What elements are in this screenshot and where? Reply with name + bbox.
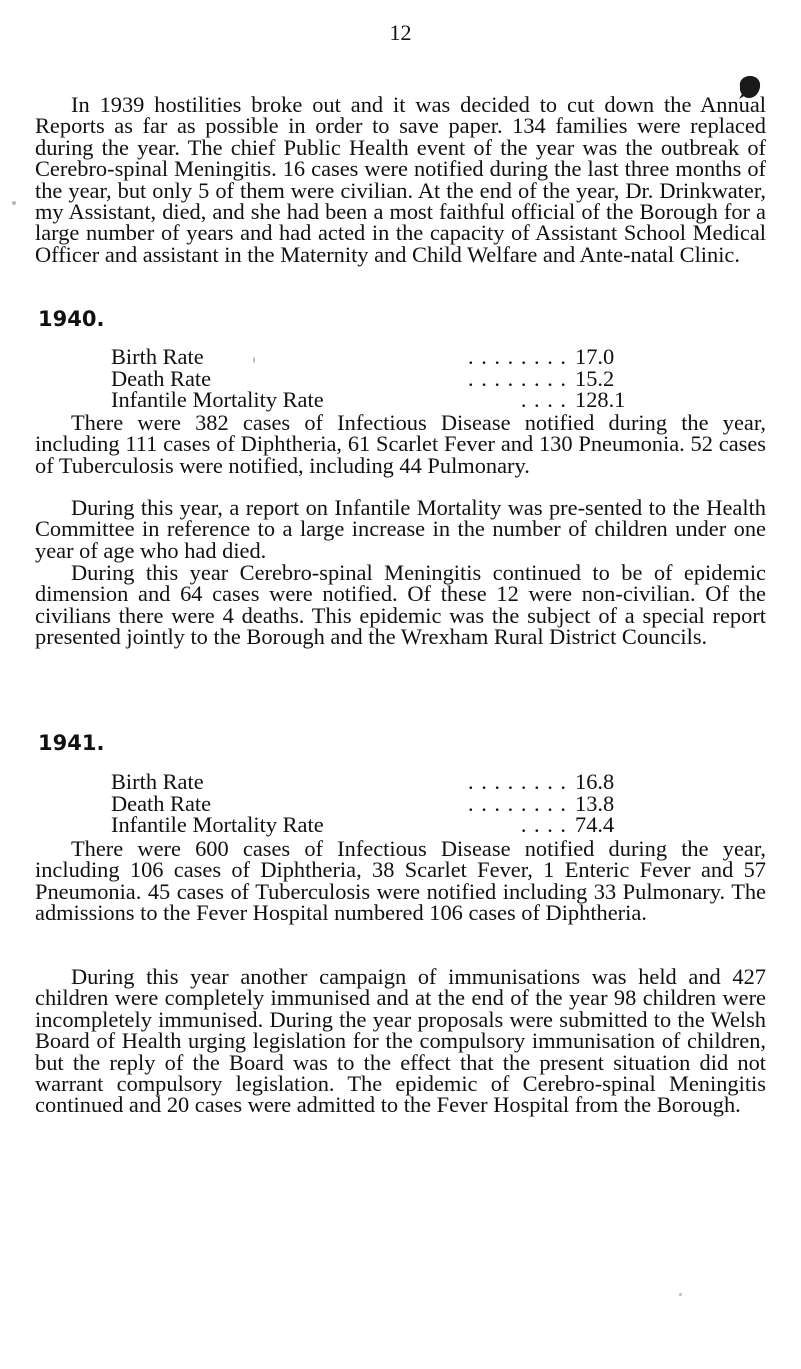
stat-label: Infantile Mortality Rate	[111, 812, 324, 838]
paragraph-1941-infectious-disease: There were 600 cases of Infectious Disease notified during the year, including 106 cases of Diphtheria, 38 Scarlet Fever, 1 Enteric Fever and 57 Pneumonia. 45 cases of Tuberculosis were notified including 33 Pulmonary. The admissions to the Fever Hospital numbered 106 cases of Diphtheria.	[35, 836, 766, 926]
leader-dots: . . . . . . . .	[468, 769, 567, 794]
paragraph-1941-immunisation: During this year another campaign of immunisations was held and 427 children were completely immunised and at the end of the year 98 children were incompletely immunised. During the year proposals were submitted to the Welsh Board of Health urging legislation for the compulsory immunisation of children, but the reply of the Board was to the effect that the present situation did not warrant compulsory legislation. The epidemic of Cerebro-spinal Meningitis continued and 20 cases were admitted to the Fever Hospital from the Borough.	[35, 964, 766, 1118]
stat-label: Death Rate	[111, 790, 212, 816]
stat-label: Birth Rate	[111, 769, 204, 794]
stats-table-1941	[111, 771, 651, 836]
stat-row-birth-rate	[111, 771, 651, 793]
paragraph-1940-infantile-mortality: During this year, a report on Infantile Mortality was pre-sented to the Health Committee in reference to a large increase in the number of children under one year of age who had died.	[35, 495, 766, 563]
stat-label: Infantile Mortality Rate	[111, 387, 324, 413]
year-heading-1940: 1940.	[38, 307, 105, 331]
stat-row-death-rate	[111, 790, 651, 816]
stat-value: 17.0	[575, 344, 615, 369]
scan-speck	[679, 1293, 682, 1296]
stat-label: Birth Rate	[111, 344, 204, 369]
stat-value: 74.4	[575, 812, 615, 838]
leader-dots: . . . .	[520, 387, 567, 413]
stat-row-infantile-mortality	[111, 389, 651, 411]
stat-value: 13.8	[575, 790, 615, 816]
stats-table-1940	[111, 346, 651, 411]
stat-label: Death Rate	[111, 365, 212, 391]
scan-speck	[253, 357, 255, 363]
paragraph-1940-meningitis: During this year Cerebro-spinal Meningitis continued to be of epidemic dimension and 64 cases were notified. Of these 12 were non-civilian. Of the civilians there were 4 deaths. This epidemic was the subject of a special report presented jointly to the Borough and the Wrexham Rural District Councils.	[35, 560, 766, 650]
stat-row-birth-rate	[111, 346, 651, 368]
leader-dots: . . . . . . . .	[468, 344, 567, 369]
leader-dots: . . . . . . . .	[468, 790, 567, 816]
page-number: 12	[389, 20, 412, 45]
year-heading-1941: 1941.	[38, 731, 105, 755]
stat-value: 16.8	[575, 769, 615, 794]
intro-paragraph: In 1939 hostilities broke out and it was decided to cut down the Annual Reports as far as possible in order to save paper. 134 families were replaced during the year. The chief Public Health event of the year was the outbreak of Cerebro-spinal Meningitis. 16 cases were notified during the last three months of the year, but only 5 of them were civilian. At the end of the year, Dr. Drinkwater, my Assistant, died, and she had been a most faithful official of the Borough for a large number of years and had acted in the capacity of Assistant School Medical Officer and assistant in the Maternity and Child Welfare and Ante-natal Clinic.	[35, 92, 766, 267]
leader-dots: . . . . . . . .	[468, 365, 567, 391]
scan-speck	[12, 201, 16, 205]
paragraph-1940-infectious-disease: There were 382 cases of Infectious Disease notified during the year, including 111 cases of Diphtheria, 61 Scarlet Fever and 130 Pneumonia. 52 cases of Tuberculosis were notified, including 44 Pulmonary.	[35, 410, 766, 478]
stat-value: 128.1	[575, 387, 626, 413]
stat-row-death-rate	[111, 365, 651, 391]
stat-row-infantile-mortality	[111, 814, 651, 836]
leader-dots: . . . .	[520, 812, 567, 838]
stat-value: 15.2	[575, 365, 615, 391]
